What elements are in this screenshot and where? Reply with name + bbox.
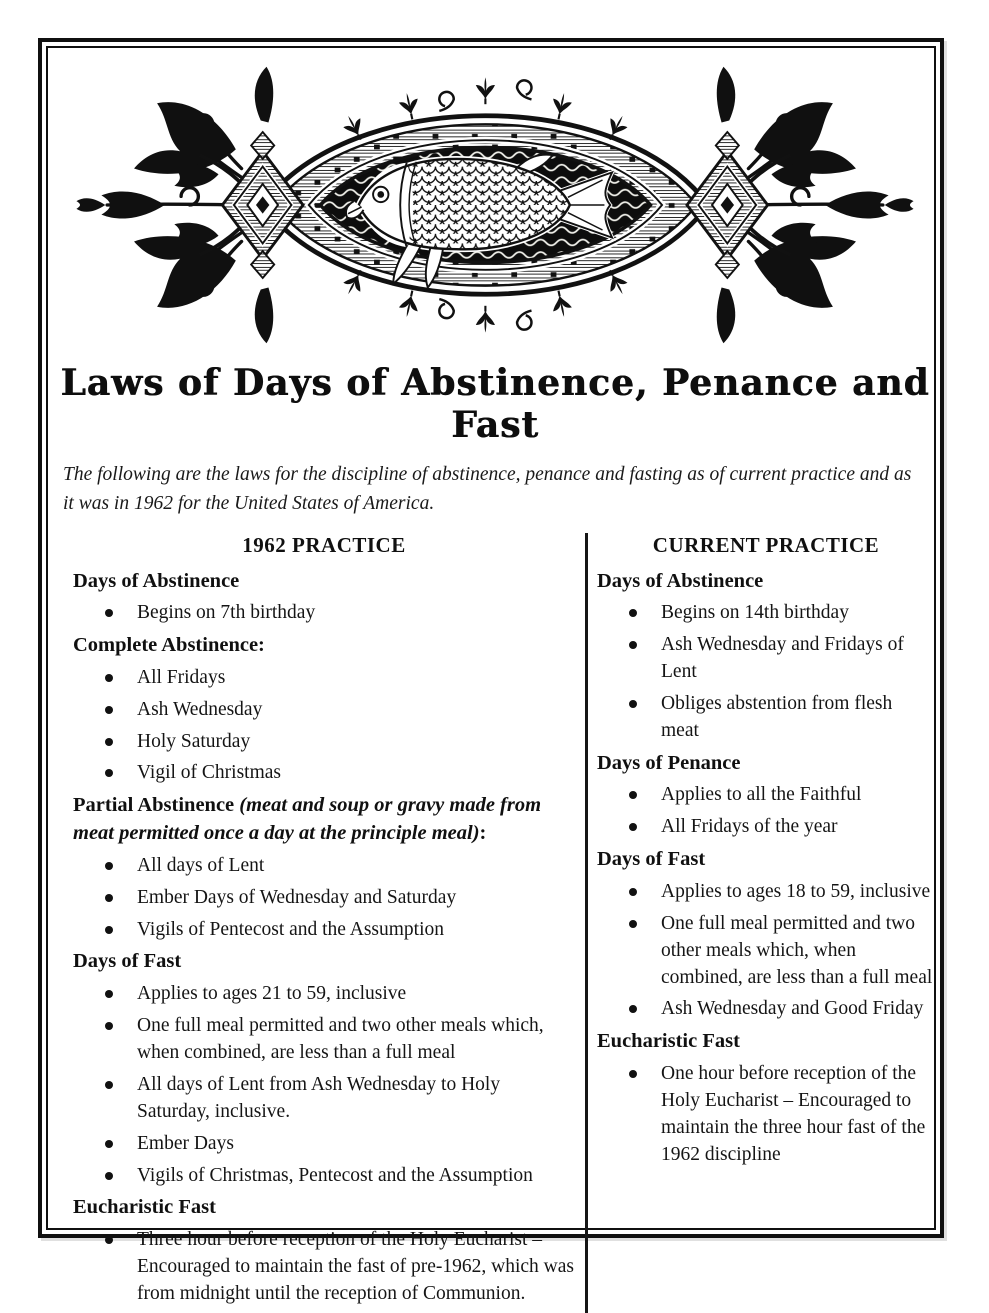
list-item: Ash Wednesday and Fridays of Lent — [597, 632, 935, 686]
bullet-icon — [105, 1140, 113, 1148]
bullet-icon — [105, 862, 113, 870]
list-item: All Fridays of the year — [597, 814, 935, 841]
bullet-icon — [105, 609, 113, 617]
heading-suffix: : — [479, 822, 487, 845]
bullet-icon — [629, 609, 637, 617]
list-item: Applies to ages 21 to 59, inclusive — [73, 981, 575, 1008]
list-item: Holy Saturday — [73, 729, 575, 756]
bullet-icon — [105, 894, 113, 902]
column-1962-practice — [49, 531, 585, 1313]
list-item: Ash Wednesday — [73, 697, 575, 724]
section-heading-days-of-penance: Days of Penance — [597, 751, 741, 774]
bullet-icon — [629, 700, 637, 708]
list-item: One full meal permitted and two other meals which, when combined, are less than a full meal — [597, 911, 935, 992]
bullet-icon — [105, 706, 113, 714]
list-item: Vigils of Pentecost and the Assumption — [73, 917, 575, 944]
heading-note: (meat and soup or gravy made from meat permitted once a day at the principle meal) — [73, 794, 542, 845]
column-header-1962: 1962 PRACTICE — [242, 532, 406, 557]
section-heading-eucharistic-fast: Eucharistic Fast — [73, 1196, 216, 1219]
bullet-icon — [105, 1022, 113, 1030]
list-item: Three hour before reception of the Holy Eucharist – Encouraged to maintain the fast of pre-1962, which was from midnight until the reception of Communion. — [73, 1227, 575, 1308]
list-item: Begins on 7th birthday — [73, 600, 575, 627]
list-item: Vigil of Christmas — [73, 760, 575, 787]
bullet-icon — [105, 990, 113, 998]
fish-engraving-ornament — [72, 61, 918, 349]
document-page — [49, 49, 941, 1304]
bullet-icon — [629, 791, 637, 799]
section-heading-complete-abstinence: Complete Abstinence: — [73, 634, 265, 657]
list-item: Ember Days — [73, 1131, 575, 1158]
bullet-icon — [105, 674, 113, 682]
list-item: Ember Days of Wednesday and Saturday — [73, 885, 575, 912]
bullet-icon — [629, 641, 637, 649]
list-item: Applies to all the Faithful — [597, 782, 935, 809]
list-item: One full meal permitted and two other meals which, when combined, are less than a full meal — [73, 1013, 575, 1067]
practice-columns — [49, 531, 941, 1313]
section-heading-days-of-fast: Days of Fast — [597, 848, 706, 871]
list-item: Vigils of Christmas, Pentecost and the Assumption — [73, 1163, 575, 1190]
ornament-container — [49, 61, 941, 354]
section-heading-eucharistic-fast: Eucharistic Fast — [597, 1030, 740, 1053]
list-item: One hour before reception of the Holy Eucharist – Encouraged to maintain the three hour fast of the 1962 discipline — [597, 1061, 935, 1169]
section-heading-days-of-abstinence: Days of Abstinence — [73, 569, 240, 592]
list-item: Applies to ages 18 to 59, inclusive — [597, 879, 935, 906]
intro-paragraph: The following are the laws for the discipline of abstinence, penance and fasting as of current practice and as it was in 1962 for the United States of America. — [63, 464, 912, 515]
bullet-icon — [629, 823, 637, 831]
bullet-icon — [105, 769, 113, 777]
section-heading-days-of-fast: Days of Fast — [73, 950, 182, 973]
bullet-icon — [629, 888, 637, 896]
column-current-practice — [588, 531, 941, 1313]
bullet-icon — [105, 1081, 113, 1089]
bullet-icon — [105, 738, 113, 746]
bullet-icon — [105, 926, 113, 934]
bullet-icon — [105, 1236, 113, 1244]
heading-text: Partial Abstinence — [73, 794, 240, 817]
list-item: All days of Lent — [73, 853, 575, 880]
list-item: All Fridays — [73, 665, 575, 692]
list-item: Begins on 14th birthday — [597, 600, 935, 627]
list-item: Obliges abstention from flesh meat — [597, 691, 935, 745]
bullet-icon — [629, 1070, 637, 1078]
page-title: Laws of Days of Abstinence, Penance and Fast — [60, 362, 930, 446]
section-heading-partial-abstinence — [73, 792, 575, 847]
bullet-icon — [629, 1005, 637, 1013]
list-item: All days of Lent from Ash Wednesday to Holy Saturday, inclusive. — [73, 1072, 575, 1126]
bullet-icon — [105, 1172, 113, 1180]
bullet-icon — [629, 920, 637, 928]
list-item: Ash Wednesday and Good Friday — [597, 996, 935, 1023]
section-heading-days-of-abstinence: Days of Abstinence — [597, 569, 764, 592]
column-header-current: CURRENT PRACTICE — [652, 532, 880, 557]
